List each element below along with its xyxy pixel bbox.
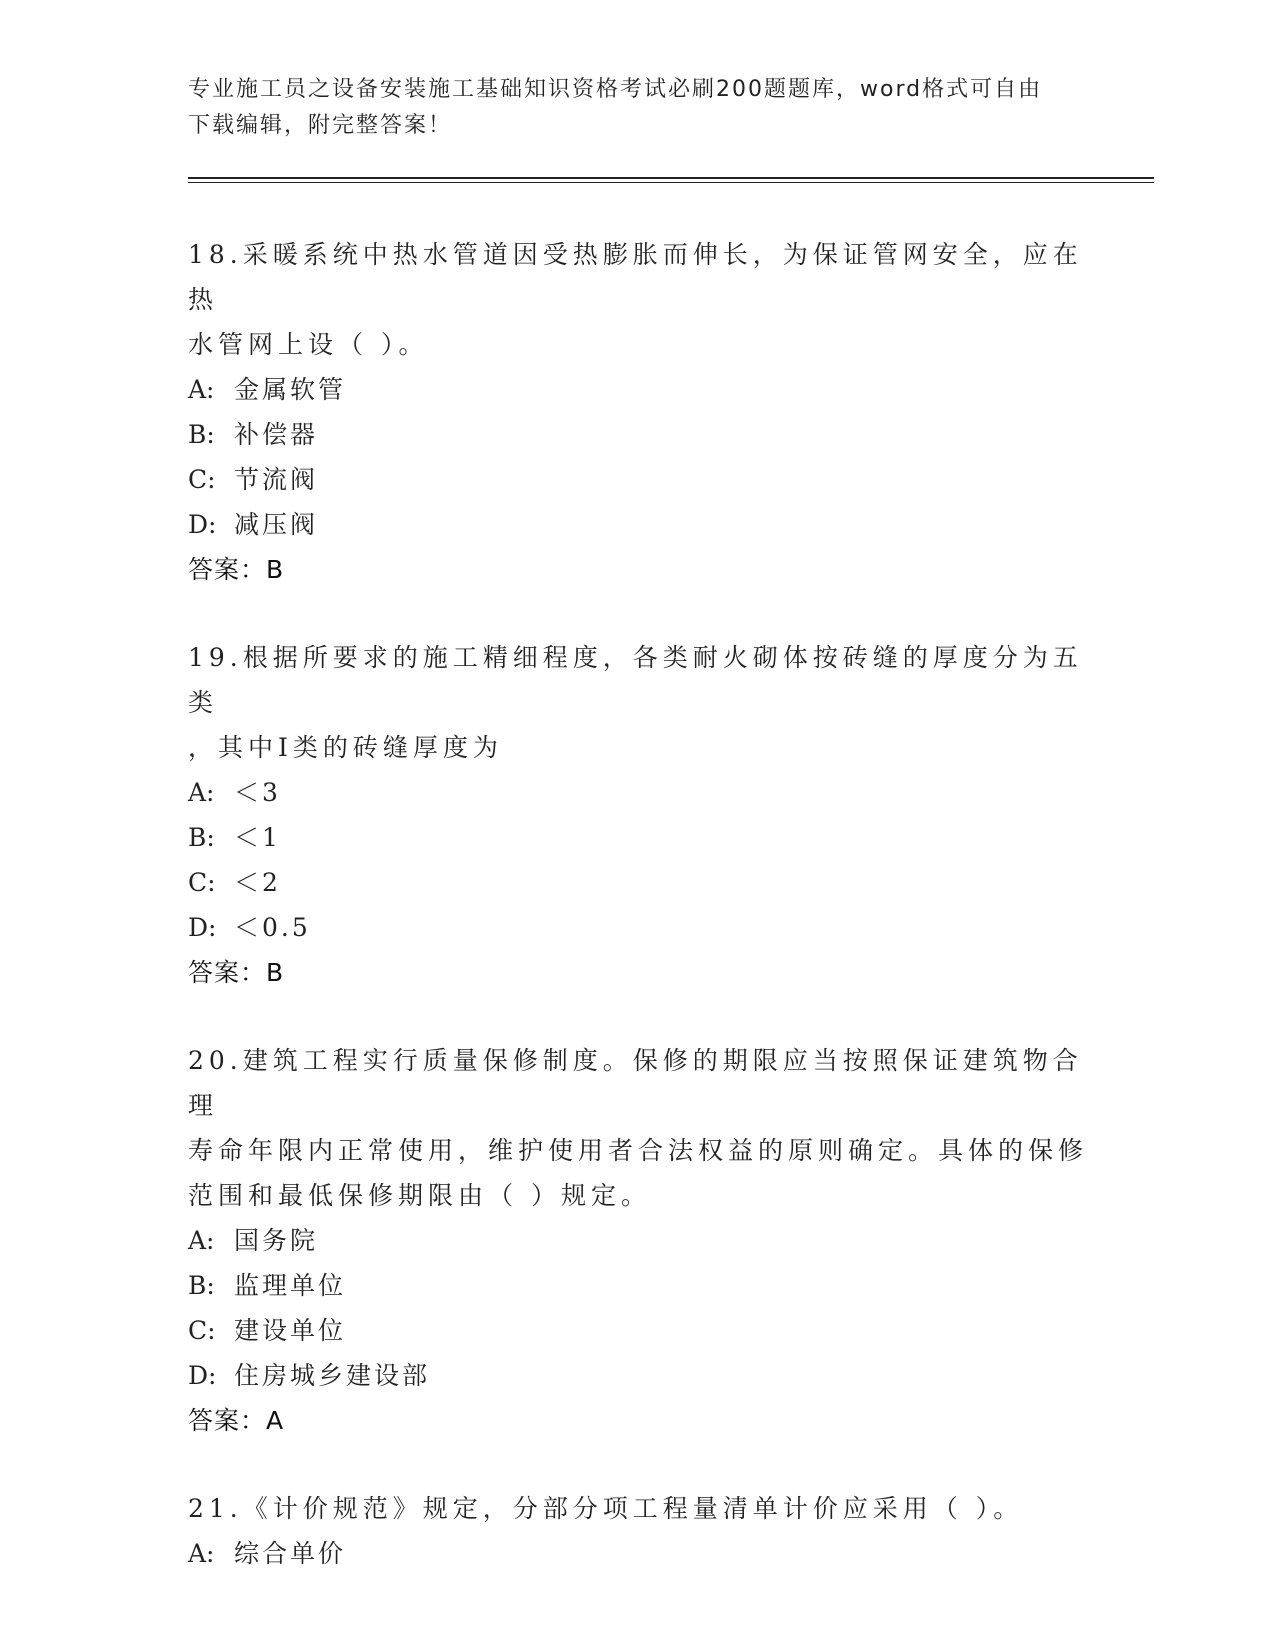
option-text: ＜3 [234, 778, 281, 807]
question-text-line: ，其中Ⅰ类的砖缝厚度为 [188, 733, 503, 762]
question-20 [188, 1038, 1088, 1443]
option-c [188, 1308, 1088, 1353]
option-text: ＜2 [234, 868, 281, 897]
option-letter: D: [188, 1361, 217, 1390]
question-text-line: 寿命年限内正常使用，维护使用者合法权益的原则确定。具体的保修 [188, 1136, 1089, 1165]
option-text: 住房城乡建设部 [234, 1361, 431, 1390]
option-letter: D: [188, 510, 217, 539]
option-d [188, 1353, 1088, 1398]
answer-line: 答案：B [188, 555, 285, 584]
question-text [188, 1038, 1088, 1128]
question-number: 18. [188, 240, 243, 269]
option-text: 国务院 [234, 1226, 319, 1255]
question-list [188, 232, 1088, 1619]
option-text: 金属软管 [234, 375, 347, 404]
header-line-1: 专业施工员之设备安装施工基础知识资格考试必刷200题题库，word格式可自由 [188, 77, 1043, 102]
option-letter: C: [188, 465, 216, 494]
question-text-line: 根据所要求的施工精细程度，各类耐火砌体按砖缝的厚度分为五类 [188, 643, 1083, 717]
option-text: ＜1 [234, 823, 281, 852]
question-21 [188, 1486, 1088, 1576]
answer-line: 答案：B [188, 958, 285, 987]
option-a [188, 1218, 1088, 1263]
option-letter: A: [188, 778, 215, 807]
question-text-line: 范围和最低保修期限由（ ）规定。 [188, 1181, 651, 1210]
option-letter: A: [188, 1539, 215, 1568]
option-a [188, 367, 1088, 412]
option-text: 综合单价 [234, 1539, 347, 1568]
option-d [188, 905, 1088, 950]
option-text: 补偿器 [234, 420, 319, 449]
option-letter: B: [188, 823, 215, 852]
option-letter: A: [188, 375, 215, 404]
option-letter: D: [188, 913, 217, 942]
answer-line: 答案：A [188, 1406, 285, 1435]
question-text [188, 635, 1088, 725]
option-text: ＜0.5 [234, 913, 311, 942]
option-a [188, 770, 1088, 815]
option-letter: A: [188, 1226, 215, 1255]
document-header [188, 72, 1068, 144]
question-text [188, 232, 1088, 322]
option-b [188, 412, 1088, 457]
option-text: 减压阀 [234, 510, 319, 539]
header-line-2: 下载编辑，附完整答案！ [188, 113, 453, 138]
option-c [188, 860, 1088, 905]
question-18 [188, 232, 1088, 592]
header-divider-thick [188, 177, 1154, 179]
question-number: 20. [188, 1046, 243, 1075]
question-text-line: 《计价规范》规定，分部分项工程量清单计价应采用（ ）。 [242, 1494, 1024, 1523]
option-d [188, 502, 1088, 547]
question-text-line: 水管网上设（ ）。 [188, 330, 429, 359]
option-letter: C: [188, 868, 216, 897]
option-c [188, 457, 1088, 502]
option-letter: C: [188, 1316, 216, 1345]
option-text: 监理单位 [234, 1271, 347, 1300]
option-b [188, 1263, 1088, 1308]
option-text: 建设单位 [234, 1316, 347, 1345]
option-letter: B: [188, 420, 215, 449]
option-text: 节流阀 [234, 465, 319, 494]
question-text-line: 采暖系统中热水管道因受热膨胀而伸长，为保证管网安全，应在热 [188, 240, 1083, 314]
question-text-line: 建筑工程实行质量保修制度。保修的期限应当按照保证建筑物合理 [188, 1046, 1083, 1120]
option-a [188, 1531, 1088, 1576]
option-letter: B: [188, 1271, 215, 1300]
question-text [188, 1486, 1088, 1531]
question-number: 21. [188, 1494, 243, 1523]
question-19 [188, 635, 1088, 995]
question-number: 19. [188, 643, 243, 672]
option-b [188, 815, 1088, 860]
header-divider-thin [188, 182, 1154, 183]
